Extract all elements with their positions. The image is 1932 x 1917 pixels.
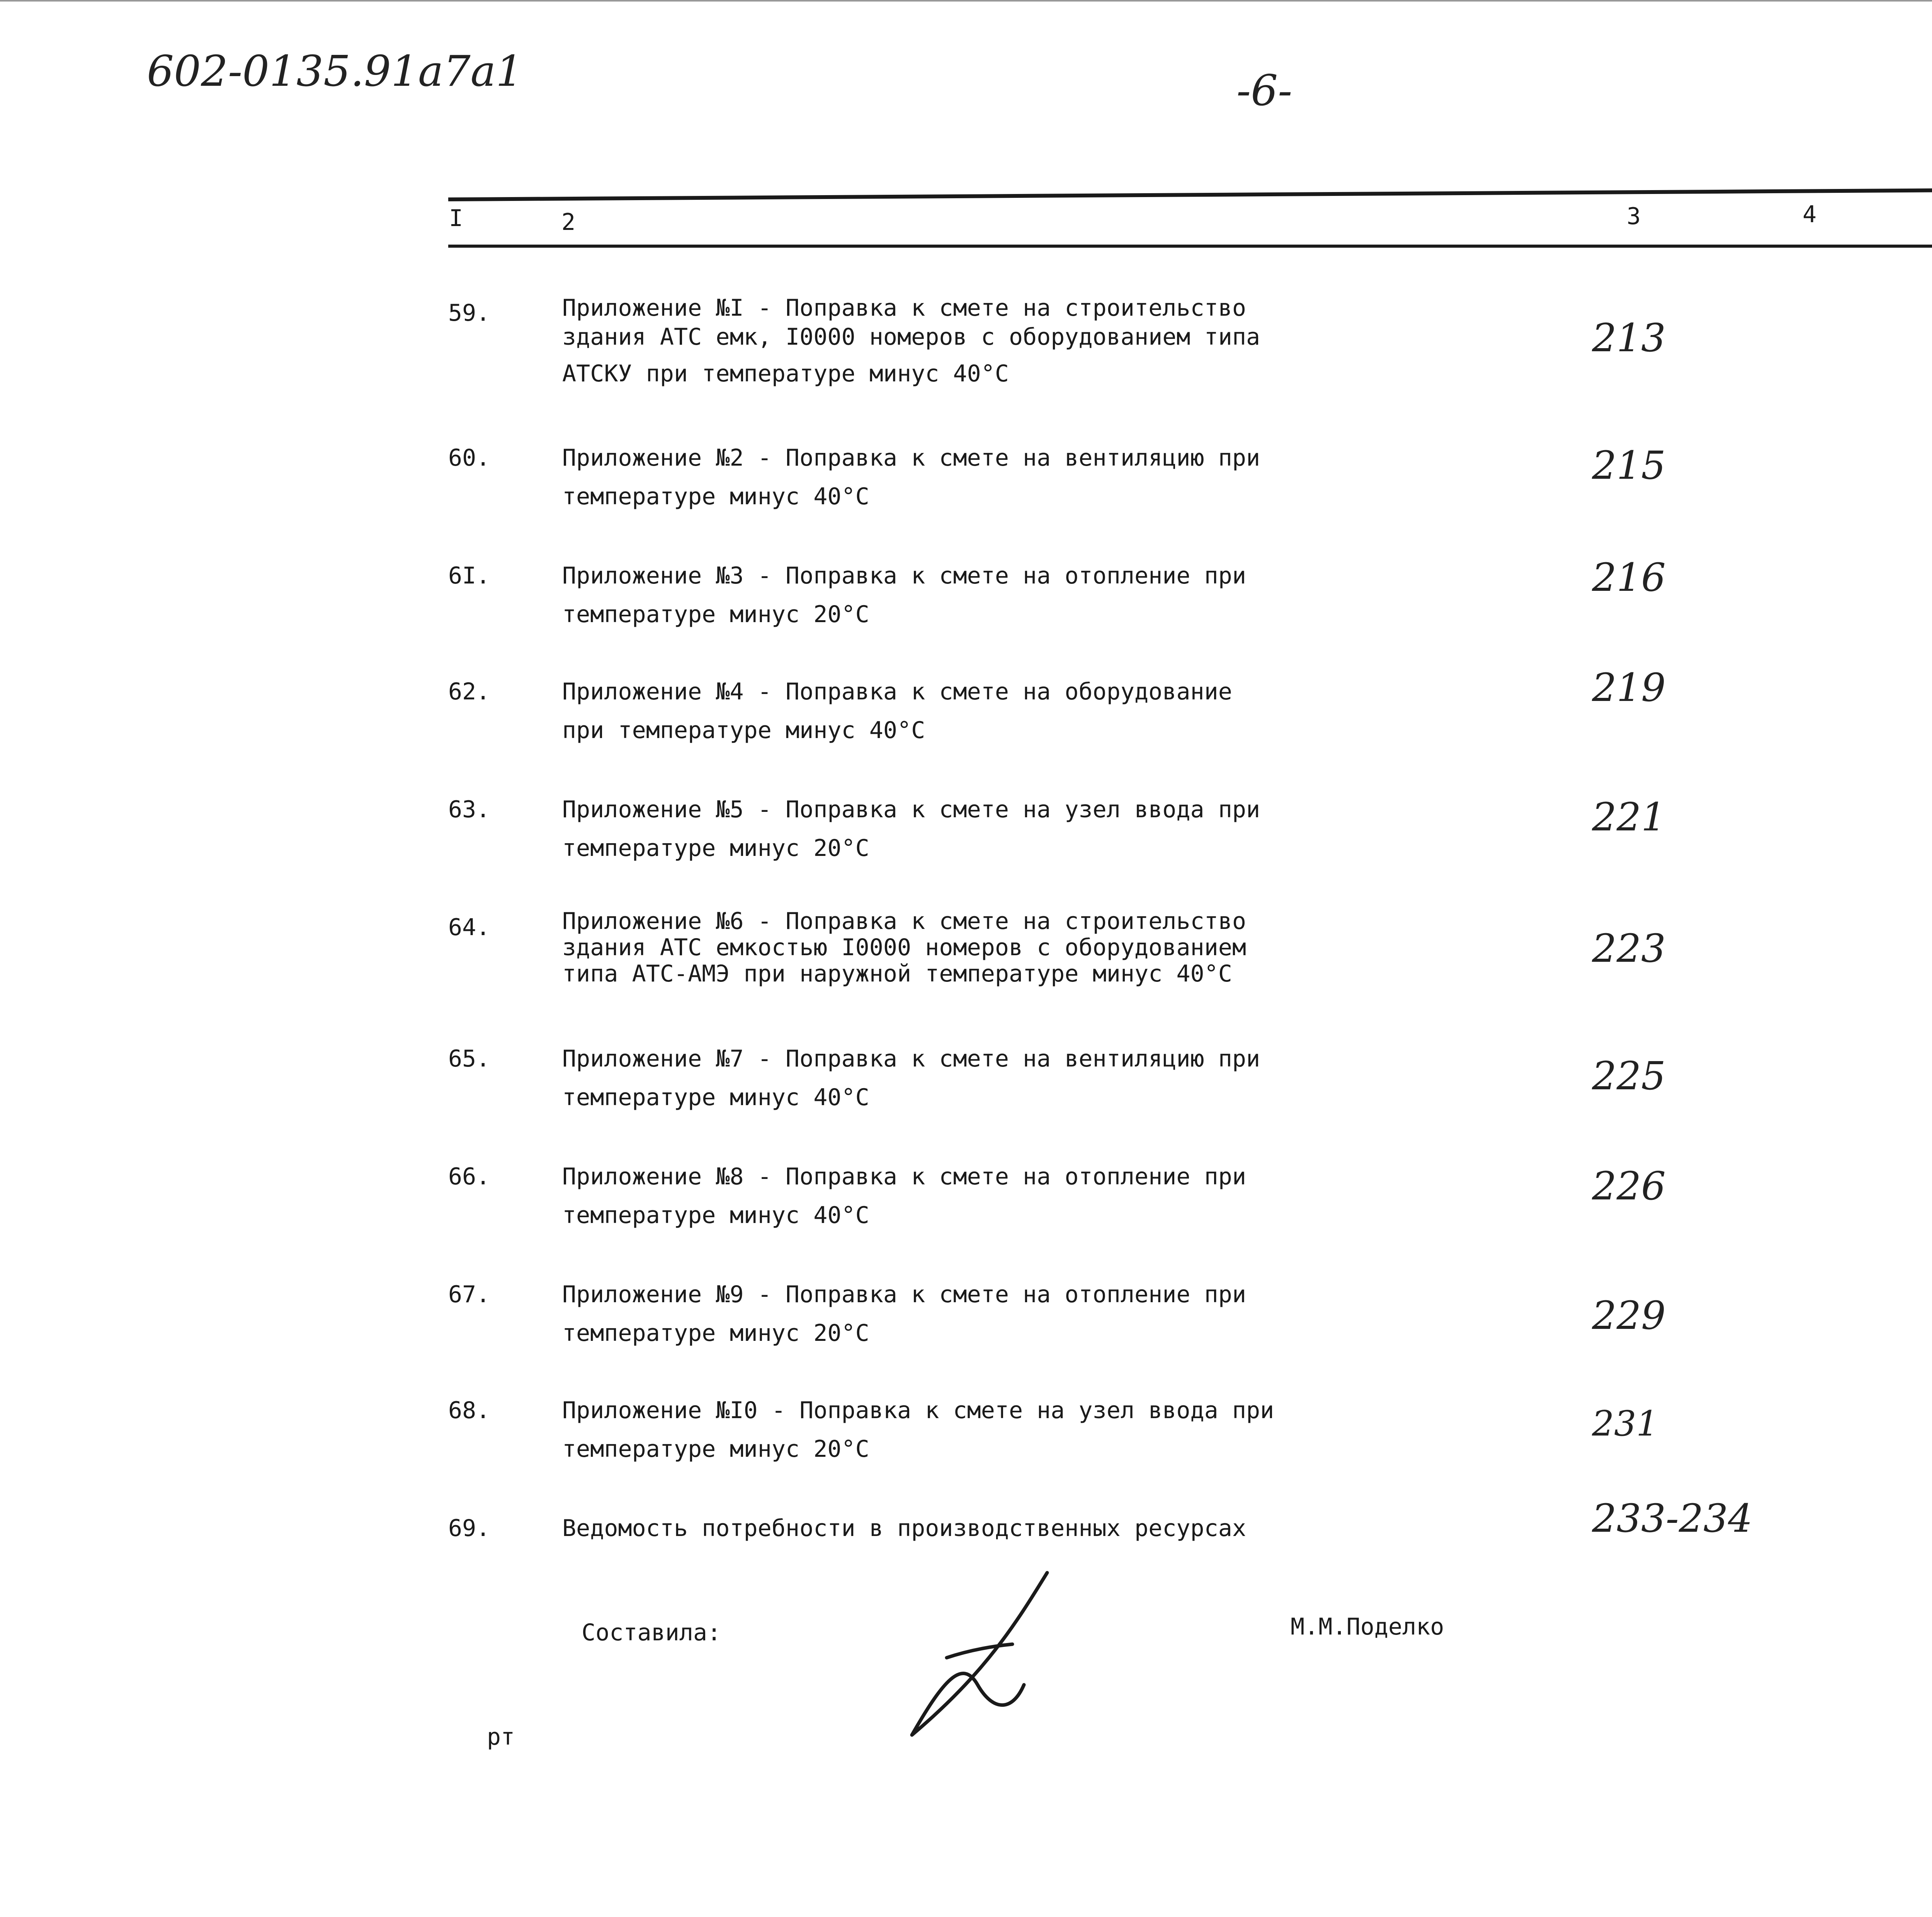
row-description-line: Приложение №4 - Поправка к смете на оборудование: [562, 678, 1232, 705]
row-page: 213: [1592, 315, 1666, 361]
row-description-line: температуре минус 20°С: [562, 1320, 869, 1347]
row-description-line: температуре минус 40°С: [562, 1202, 869, 1229]
row-number: 59.: [448, 299, 490, 327]
row-description-line: Приложение №6 - Поправка к смете на строительство: [562, 908, 1247, 935]
row-page: 226: [1592, 1163, 1666, 1209]
row-description-line: температуре минус 20°С: [562, 1436, 869, 1463]
row-description-line: температуре минус 40°С: [562, 483, 869, 510]
row-description-line: Приложение №9 - Поправка к смете на отопление при: [562, 1281, 1247, 1308]
row-description-line: температуре минус 40°С: [562, 1084, 869, 1111]
column-header-4: 4: [1803, 201, 1817, 228]
row-page: 233-234: [1592, 1496, 1753, 1541]
row-number: 65.: [448, 1045, 490, 1072]
top-edge-line: [0, 0, 1932, 2]
row-page: 225: [1592, 1053, 1666, 1099]
row-description-line: Приложение №I - Поправка к смете на строительство: [562, 294, 1247, 321]
document-code: 602-0135.91а7а1: [147, 46, 523, 96]
row-page: 216: [1592, 555, 1666, 600]
row-number: 6I.: [448, 562, 490, 589]
row-page: 223: [1592, 926, 1666, 971]
row-page: 219: [1592, 665, 1666, 710]
row-description: [562, 1509, 1246, 1548]
row-description: [562, 1275, 1246, 1352]
row-number: 63.: [448, 796, 490, 823]
row-number: 67.: [448, 1281, 490, 1308]
row-description: [562, 1039, 1260, 1117]
column-header-1: I: [449, 205, 463, 232]
table-top-rule: [448, 187, 1932, 201]
row-description-line: здания АТС емкостью I0000 номеров с оборудованием: [562, 934, 1247, 961]
row-description: [562, 790, 1260, 867]
row-description-line: Приложение №5 - Поправка к смете на узел ввода при: [562, 796, 1260, 823]
row-description: [562, 1391, 1274, 1468]
row-description-line: Приложение №8 - Поправка к смете на отопление при: [562, 1163, 1247, 1190]
row-description: [562, 439, 1260, 516]
row-description-line: температуре минус 20°С: [562, 835, 869, 862]
row-number: 68.: [448, 1397, 490, 1424]
row-description-line: Приложение №3 - Поправка к смете на отопление при: [562, 562, 1247, 589]
row-description: [562, 908, 1246, 987]
row-description-line: Ведомость потребности в производственных ресурсах: [562, 1515, 1247, 1542]
row-page: 229: [1592, 1293, 1666, 1338]
row-page: 231: [1592, 1403, 1658, 1444]
row-description: [562, 294, 1260, 388]
row-description: [562, 672, 1232, 750]
column-header-3: 3: [1627, 203, 1641, 230]
table-header-bottom-rule: [448, 245, 1932, 248]
row-number: 60.: [448, 444, 490, 471]
compiled-by-label: Составила:: [582, 1619, 721, 1646]
row-number: 64.: [448, 914, 490, 941]
row-page: 221: [1592, 794, 1666, 840]
initials: рт: [487, 1723, 515, 1750]
row-page: 215: [1592, 443, 1666, 488]
page-number: -6-: [1236, 66, 1293, 115]
row-number: 62.: [448, 678, 490, 705]
row-number: 69.: [448, 1515, 490, 1542]
row-description-line: температуре минус 20°С: [562, 601, 869, 628]
row-description-line: Приложение №7 - Поправка к смете на вентиляцию при: [562, 1045, 1260, 1072]
row-description-line: Приложение №I0 - Поправка к смете на узел ввода при: [562, 1397, 1274, 1424]
compiler-name: М.М.Поделко: [1291, 1613, 1444, 1640]
row-description-line: при температуре минус 40°С: [562, 717, 925, 744]
row-description-line: здания АТС емк, I0000 номеров с оборудованием типа: [562, 323, 1260, 350]
row-description-line: АТСКУ при температуре минус 40°С: [562, 360, 1009, 387]
row-description-line: типа АТС-АМЭ при наружной температуре минус 40°С: [562, 960, 1232, 987]
signature: [889, 1557, 1066, 1747]
row-number: 66.: [448, 1163, 490, 1190]
row-description-line: Приложение №2 - Поправка к смете на вентиляцию при: [562, 444, 1260, 471]
column-header-2: 2: [561, 209, 576, 236]
row-description: [562, 1157, 1246, 1235]
row-description: [562, 556, 1246, 634]
